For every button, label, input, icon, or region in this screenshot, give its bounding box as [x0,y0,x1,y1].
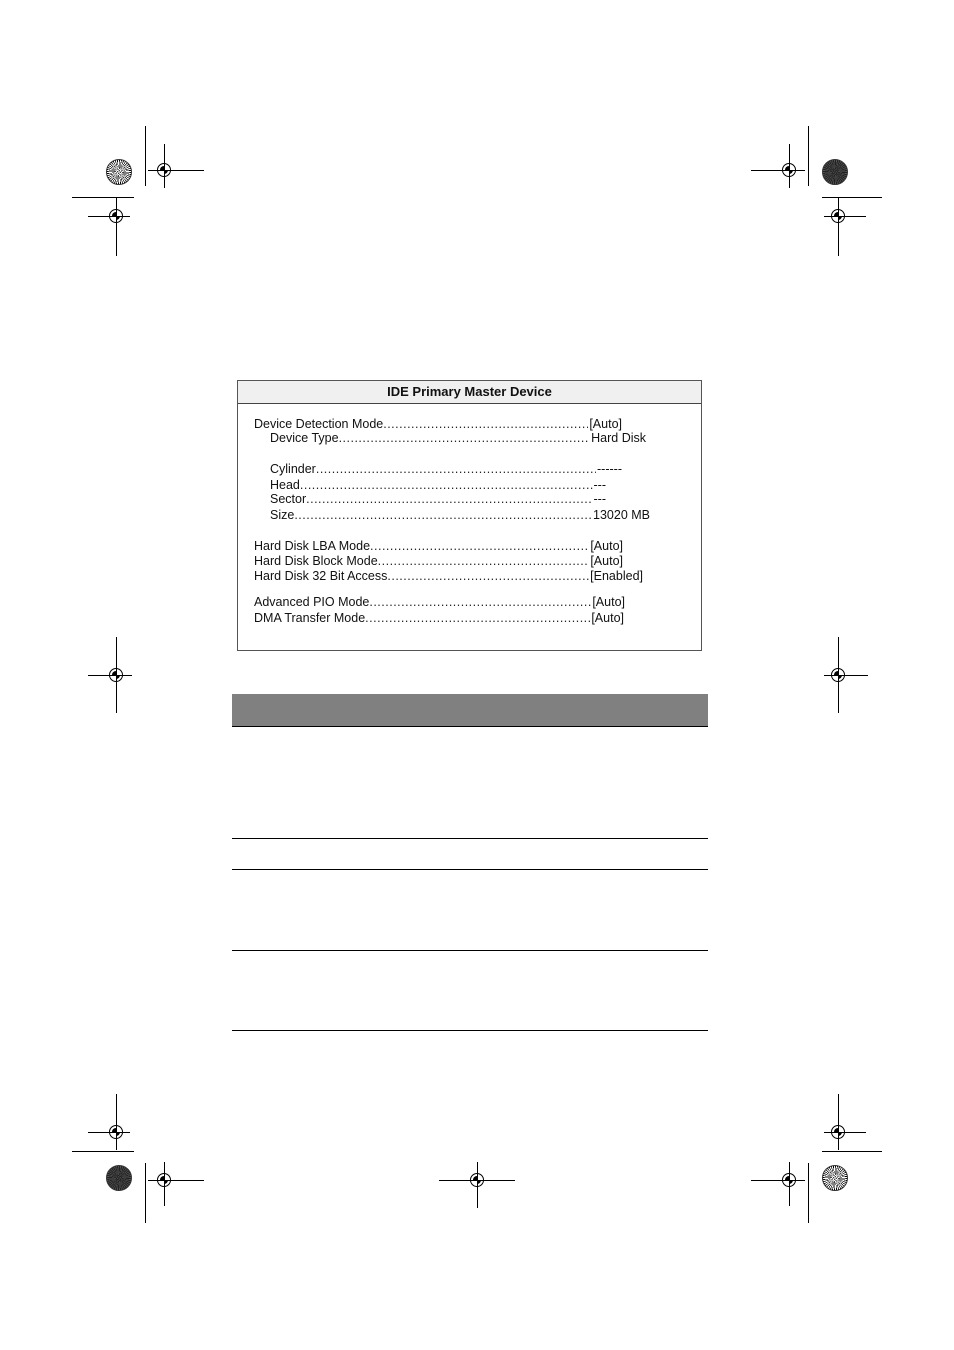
bios-row-value: [Auto] [592,595,625,609]
trim-line [72,1151,134,1152]
bios-row-label: Device Detection Mode [254,417,384,431]
bios-row-32bit-access [254,569,643,583]
bios-row-block-mode [254,554,623,568]
trim-line [808,1163,809,1223]
bios-row-label: Device Type [270,431,339,445]
bios-row-label: DMA Transfer Mode [254,611,366,625]
color-bar-star-icon [106,159,132,185]
trim-line [808,126,809,186]
bios-row-head [270,478,606,492]
bios-row-value: --- [593,492,606,506]
color-bar-star-icon [106,1165,132,1191]
bios-row-label: Hard Disk Block Mode [254,554,378,568]
bios-row-label: Head [270,478,300,492]
bios-row-device-type [270,431,646,445]
bios-row-pio-mode [254,595,625,609]
bios-row-size [270,508,650,522]
bios-row-device-detection-mode [254,417,622,431]
bios-row-label: Size [270,508,295,522]
bios-row-dma-mode [254,611,624,625]
bios-row-value: ------ [597,462,622,476]
bios-screen-title: IDE Primary Master Device [238,381,701,404]
trim-line [145,126,146,186]
bios-row-value: [Auto] [591,611,624,625]
bios-row-value: Hard Disk [591,431,646,445]
bios-row-cylinder [270,462,622,476]
bios-row-lba-mode [254,539,623,553]
table-row-divider [232,869,708,870]
trim-line [145,1163,146,1223]
bios-row-label: Advanced PIO Mode [254,595,370,609]
bios-screen-panel [237,380,702,651]
bios-row-label: Sector [270,492,307,506]
trim-line [822,1151,882,1152]
bios-row-value: --- [593,478,606,492]
table-row-divider [232,838,708,839]
bios-row-value: [Enabled] [590,569,643,583]
bios-row-sector [270,492,606,506]
table-row-divider [232,950,708,951]
trim-line [822,197,882,198]
table-row-divider [232,1030,708,1031]
color-bar-star-icon [822,159,848,185]
bios-row-value: 13020 MB [593,508,650,522]
bios-row-label: Cylinder [270,462,316,476]
table-header-bar [232,694,708,726]
bios-row-value: [Auto] [589,417,622,431]
trim-line [72,197,134,198]
table-row-divider [232,726,708,727]
bios-row-label: Hard Disk LBA Mode [254,539,371,553]
color-bar-star-icon [822,1165,848,1191]
bios-row-value: [Auto] [590,539,623,553]
bios-row-label: Hard Disk 32 Bit Access [254,569,388,583]
bios-row-value: [Auto] [590,554,623,568]
